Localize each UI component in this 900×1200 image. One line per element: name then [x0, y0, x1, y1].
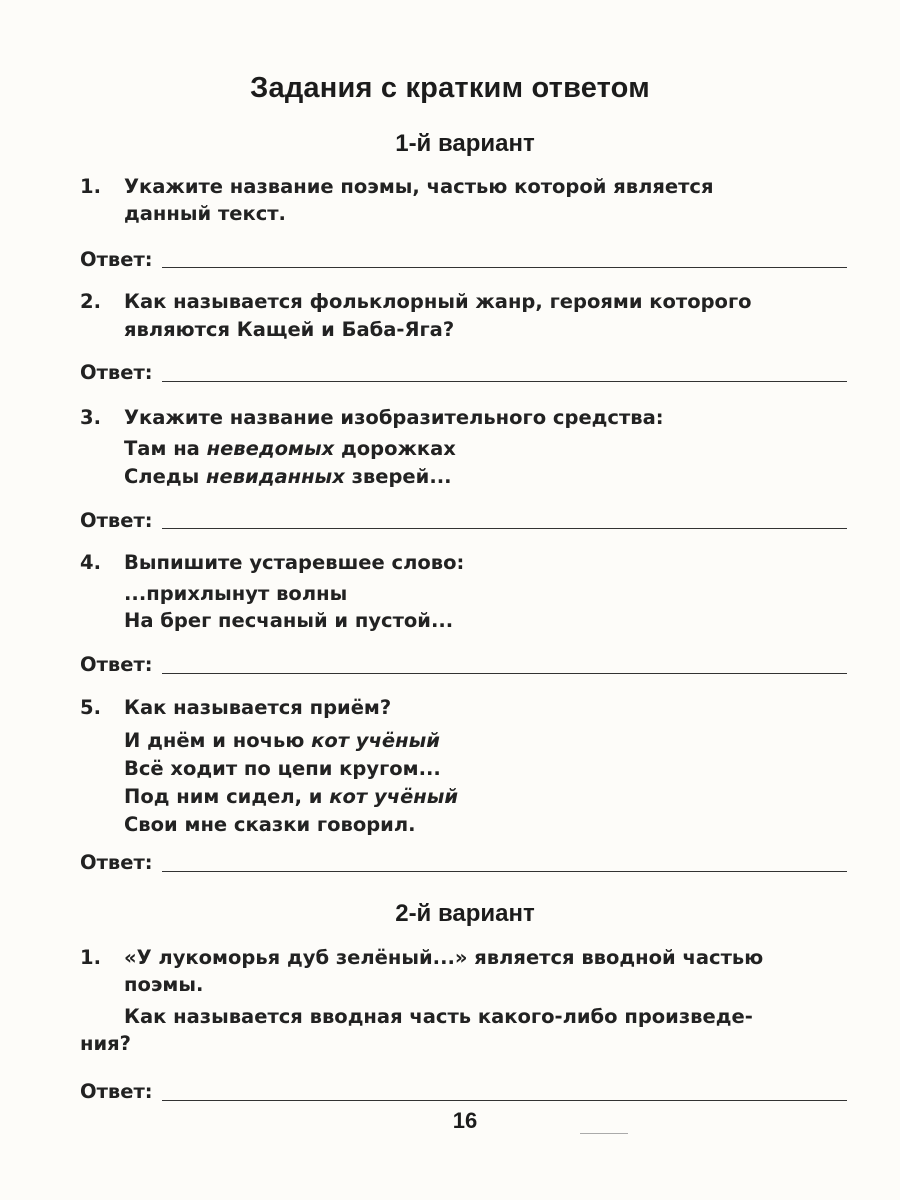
question-number: 5. — [80, 696, 101, 719]
question-number: 4. — [80, 551, 101, 574]
answer-line[interactable] — [162, 1100, 847, 1101]
emphasized-word: неведомых — [206, 437, 335, 460]
emphasized-word: невиданных — [206, 465, 345, 488]
answer-line[interactable] — [162, 381, 847, 382]
quote-line: И днём и ночью кот учёный — [124, 729, 440, 752]
question-text: Укажите название изобразительного средства: — [124, 406, 664, 429]
answer-label: Ответ: — [80, 248, 153, 271]
question-number: 2. — [80, 290, 101, 313]
answer-label: Ответ: — [80, 653, 153, 676]
question-text: Укажите название поэмы, частью которой является — [124, 175, 714, 198]
question-number: 1. — [80, 946, 101, 969]
answer-line[interactable] — [162, 528, 847, 529]
emphasized-word: кот учёный — [311, 729, 440, 752]
question-text: Как называется вводная часть какого-либо произведе- — [124, 1005, 753, 1028]
quote-line: Там на неведомых дорожках — [124, 437, 456, 460]
question-text: Выпишите устаревшее слово: — [124, 551, 465, 574]
answer-line[interactable] — [162, 267, 847, 268]
quote-line: Следы невиданных зверей... — [124, 465, 452, 488]
question-number: 1. — [80, 175, 101, 198]
answer-line[interactable] — [162, 673, 847, 674]
question-text: Как называется приём? — [124, 696, 392, 719]
answer-label: Ответ: — [80, 361, 153, 384]
answer-label: Ответ: — [80, 509, 153, 532]
quote-line: Под ним сидел, и кот учёный — [124, 785, 459, 808]
answer-label: Ответ: — [80, 1080, 153, 1103]
answer-line[interactable] — [162, 871, 847, 872]
variant-1-heading: 1-й вариант — [395, 130, 535, 157]
page-title: Задания с кратким ответом — [250, 72, 650, 104]
variant-2-heading: 2-й вариант — [395, 900, 535, 927]
answer-label: Ответ: — [80, 851, 153, 874]
question-text: являются Кащей и Баба-Яга? — [124, 318, 455, 341]
question-text: Как называется фольклорный жанр, героями которого — [124, 290, 752, 313]
quote-line: ...прихлынут волны — [124, 582, 348, 605]
quote-line: На брег песчаный и пустой... — [124, 609, 454, 632]
question-text: «У лукоморья дуб зелёный...» является вводной частью — [124, 946, 764, 969]
question-text: данный текст. — [124, 202, 286, 225]
emphasized-word: кот учёный — [329, 785, 459, 808]
page-number: 16 — [452, 1108, 478, 1133]
quote-line: Свои мне сказки говорил. — [124, 813, 416, 836]
question-number: 3. — [80, 406, 101, 429]
question-text: поэмы. — [124, 973, 204, 996]
quote-line: Всё ходит по цепи кругом... — [124, 757, 441, 780]
question-text: ния? — [80, 1032, 131, 1055]
decorative-rule — [580, 1133, 628, 1134]
